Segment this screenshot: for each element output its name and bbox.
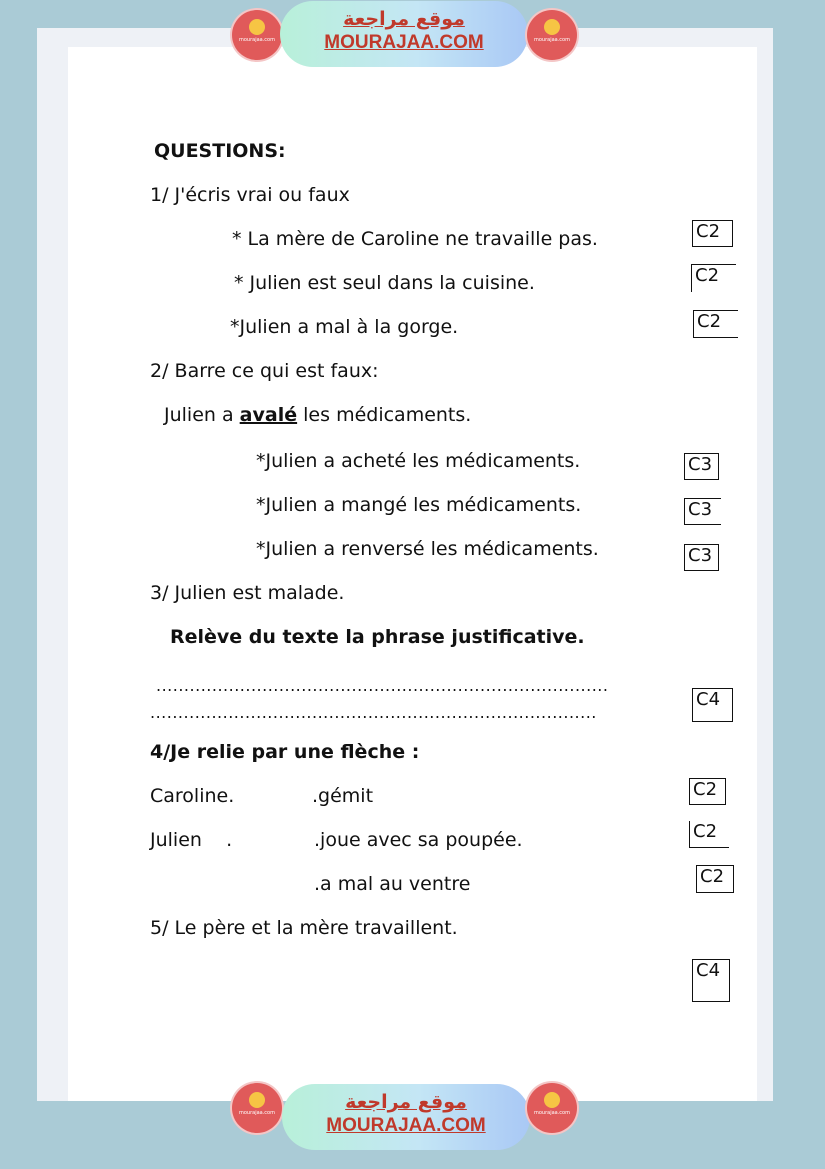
logo-right-icon: mourajaa.com — [527, 10, 577, 60]
q1-heading: 1/ J'écris vrai ou faux — [150, 184, 350, 206]
competence-box: C4 — [692, 959, 730, 1002]
page-title: QUESTIONS: — [154, 140, 286, 162]
competence-box: C3 — [684, 544, 719, 571]
competence-box: C3 — [684, 453, 719, 480]
q1-item: * Julien est seul dans la cuisine. — [234, 272, 535, 294]
competence-box: C3 — [684, 498, 721, 525]
q2-heading: 2/ Barre ce qui est faux: — [150, 360, 379, 382]
logo-left-icon: mourajaa.com — [232, 10, 282, 60]
q4-left-item: Caroline. — [150, 785, 235, 807]
q4-heading: 4/Je relie par une flèche : — [150, 741, 420, 763]
q4-right-item: .a mal au ventre — [314, 873, 471, 895]
competence-box: C4 — [692, 688, 733, 722]
header-site-latin[interactable]: MOURAJAA.COM — [324, 31, 484, 53]
q2-item: *Julien a mangé les médicaments. — [256, 494, 582, 516]
q1-item: *Julien a mal à la gorge. — [230, 316, 459, 338]
footer-banner[interactable] — [282, 1084, 530, 1150]
q4-right-item: .joue avec sa poupée. — [314, 829, 523, 851]
q2-item: *Julien a acheté les médicaments. — [256, 450, 581, 472]
competence-box: C2 — [692, 220, 733, 247]
q2-sentence-start: Julien a — [164, 404, 234, 426]
q2-sentence-end: les médicaments. — [303, 404, 472, 426]
q3-heading: 3/ Julien est malade. — [150, 582, 345, 604]
competence-box: C2 — [693, 310, 738, 338]
q2-sentence — [164, 406, 471, 425]
answer-line[interactable]: ................................................................................ — [150, 703, 597, 722]
header-banner[interactable] — [280, 1, 528, 67]
q1-item: * La mère de Caroline ne travaille pas. — [232, 228, 598, 250]
q2-item: *Julien a renversé les médicaments. — [256, 538, 599, 560]
q3-instruction: Relève du texte la phrase justificative. — [170, 626, 585, 648]
competence-box: C2 — [696, 865, 734, 893]
q5-heading: 5/ Le père et la mère travaillent. — [150, 917, 458, 939]
logo-right-icon: mourajaa.com — [527, 1083, 577, 1133]
competence-box: C2 — [691, 264, 736, 292]
competence-box: C2 — [689, 778, 726, 805]
footer-site-arabic[interactable]: موقع مراجعة — [345, 1091, 467, 1113]
logo-left-icon: mourajaa.com — [232, 1083, 282, 1133]
footer-site-latin[interactable]: MOURAJAA.COM — [326, 1114, 486, 1136]
q2-key-word: avalé — [239, 404, 298, 426]
header-site-arabic[interactable]: موقع مراجعة — [343, 8, 465, 30]
answer-line[interactable]: ................................................................................. — [156, 676, 609, 695]
competence-box: C2 — [689, 821, 729, 848]
q4-left-item: Julien . — [150, 829, 233, 851]
q4-right-item: .gémit — [312, 785, 374, 807]
